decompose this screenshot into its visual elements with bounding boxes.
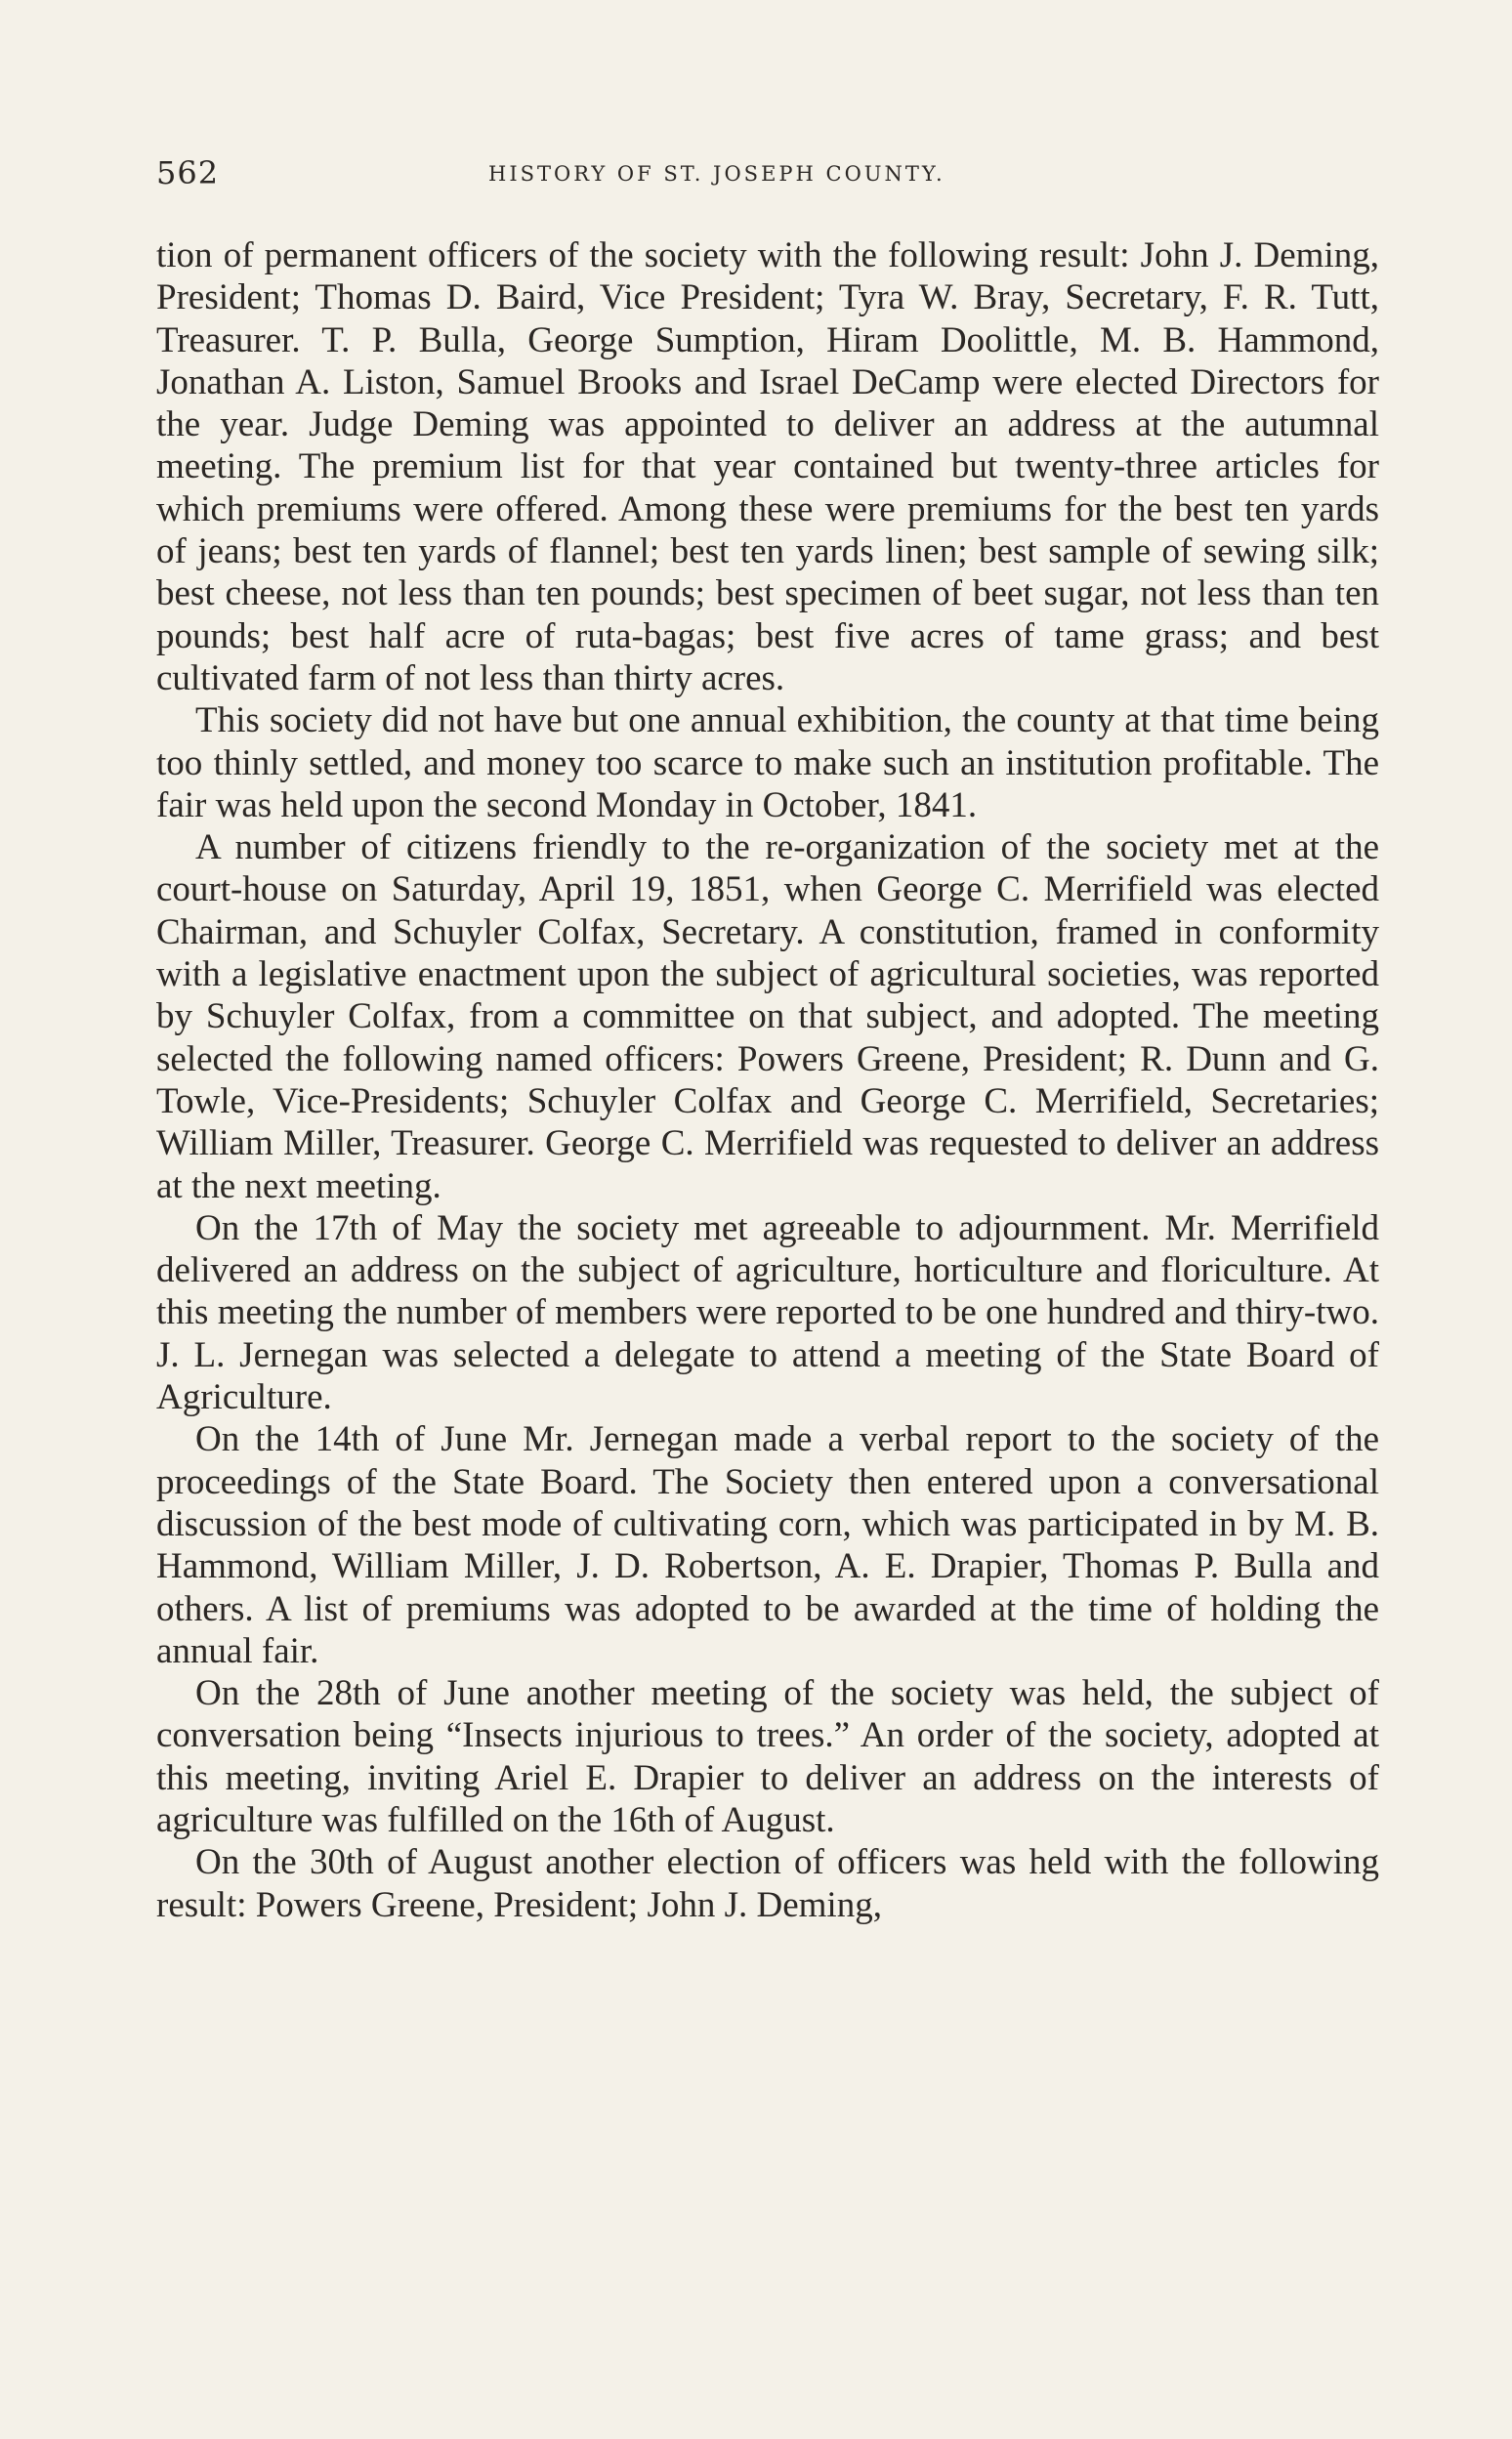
paragraph: On the 30th of August another election of officers was held with the following result: Powers Greene, President; John J. Deming,	[156, 1842, 1379, 1925]
running-title: HISTORY OF ST. JOSEPH COUNTY.	[488, 162, 945, 186]
page-number: 562	[156, 154, 220, 191]
paragraph: On the 14th of June Mr. Jernegan made a verbal report to the society of the proceedings of the State Board. The Society then entered upon a conversational discussion of the best mode of cultivating corn, which was participated in by M. B. Hammond, William Miller, J. D. Robertson, A. E. Drapier, Thomas P. Bulla and others. A list of premiums was adopted to be awarded at the time of holding the annual fair.	[156, 1419, 1379, 1671]
paragraph: A number of citizens friendly to the re-organization of the society met at the court-house on Saturday, April 19, 1851, when George C. Merrifield was elected Chairman, and Schuyler Colfax, Secretary. A constitution, framed in conformity with a legislative enactment upon the subject of agricultural societies, was reported by Schuyler Colfax, from a committee on that subject, and adopted. The meeting selected the following named officers: Powers Greene, President; R. Dunn and G. Towle, Vice-Presidents; Schuyler Colfax and George C. Merrifield, Secretaries; William Miller, Treasurer. George C. Merrifield was requested to deliver an address at the next meeting.	[156, 827, 1379, 1206]
paragraph: This society did not have but one annual exhibition, the county at that time being too thinly settled, and money too scarce to make such an institution profitable. The fair was held upon the second Monday in October, 1841.	[156, 700, 1379, 825]
paragraph: On the 17th of May the society met agreeable to adjournment. Mr. Merrifield delivered an address on the subject of agriculture, horticulture and floriculture. At this meeting the number of members were reported to be one hundred and thiry-two. J. L. Jernegan was selected a delegate to attend a meeting of the State Board of Agriculture.	[156, 1207, 1379, 1418]
paragraph-continued: tion of permanent officers of the society with the following result: John J. Deming, President; Thomas D. Baird, Vice President; Tyra W. Bray, Secretary, F. R. Tutt, Treasurer. T. P. Bulla, George Sumption, Hiram Doolittle, M. B. Hammond, Jonathan A. Liston, Samuel Brooks and Israel DeCamp were elected Directors for the year. Judge Deming was appointed to deliver an address at the autumnal meeting. The premium list for that year contained but twenty-three articles for which premiums were offered. Among these were premiums for the best ten yards of jeans; best ten yards of flannel; best ten yards linen; best sample of sewing silk; best cheese, not less than ten pounds; best specimen of beet sugar, not less than ten pounds; best half acre of ruta-bagas; best five acres of tame grass; and best cultivated farm of not less than thirty acres.	[156, 235, 1379, 698]
running-head	[156, 154, 1379, 197]
body-text	[156, 234, 1379, 1926]
paragraph: On the 28th of June another meeting of the society was held, the subject of conversation being “Insects injurious to trees.” An order of the society, adopted at this meeting, inviting Ariel E. Drapier to deliver an address on the interests of agriculture was fulfilled on the 16th of August.	[156, 1673, 1379, 1840]
